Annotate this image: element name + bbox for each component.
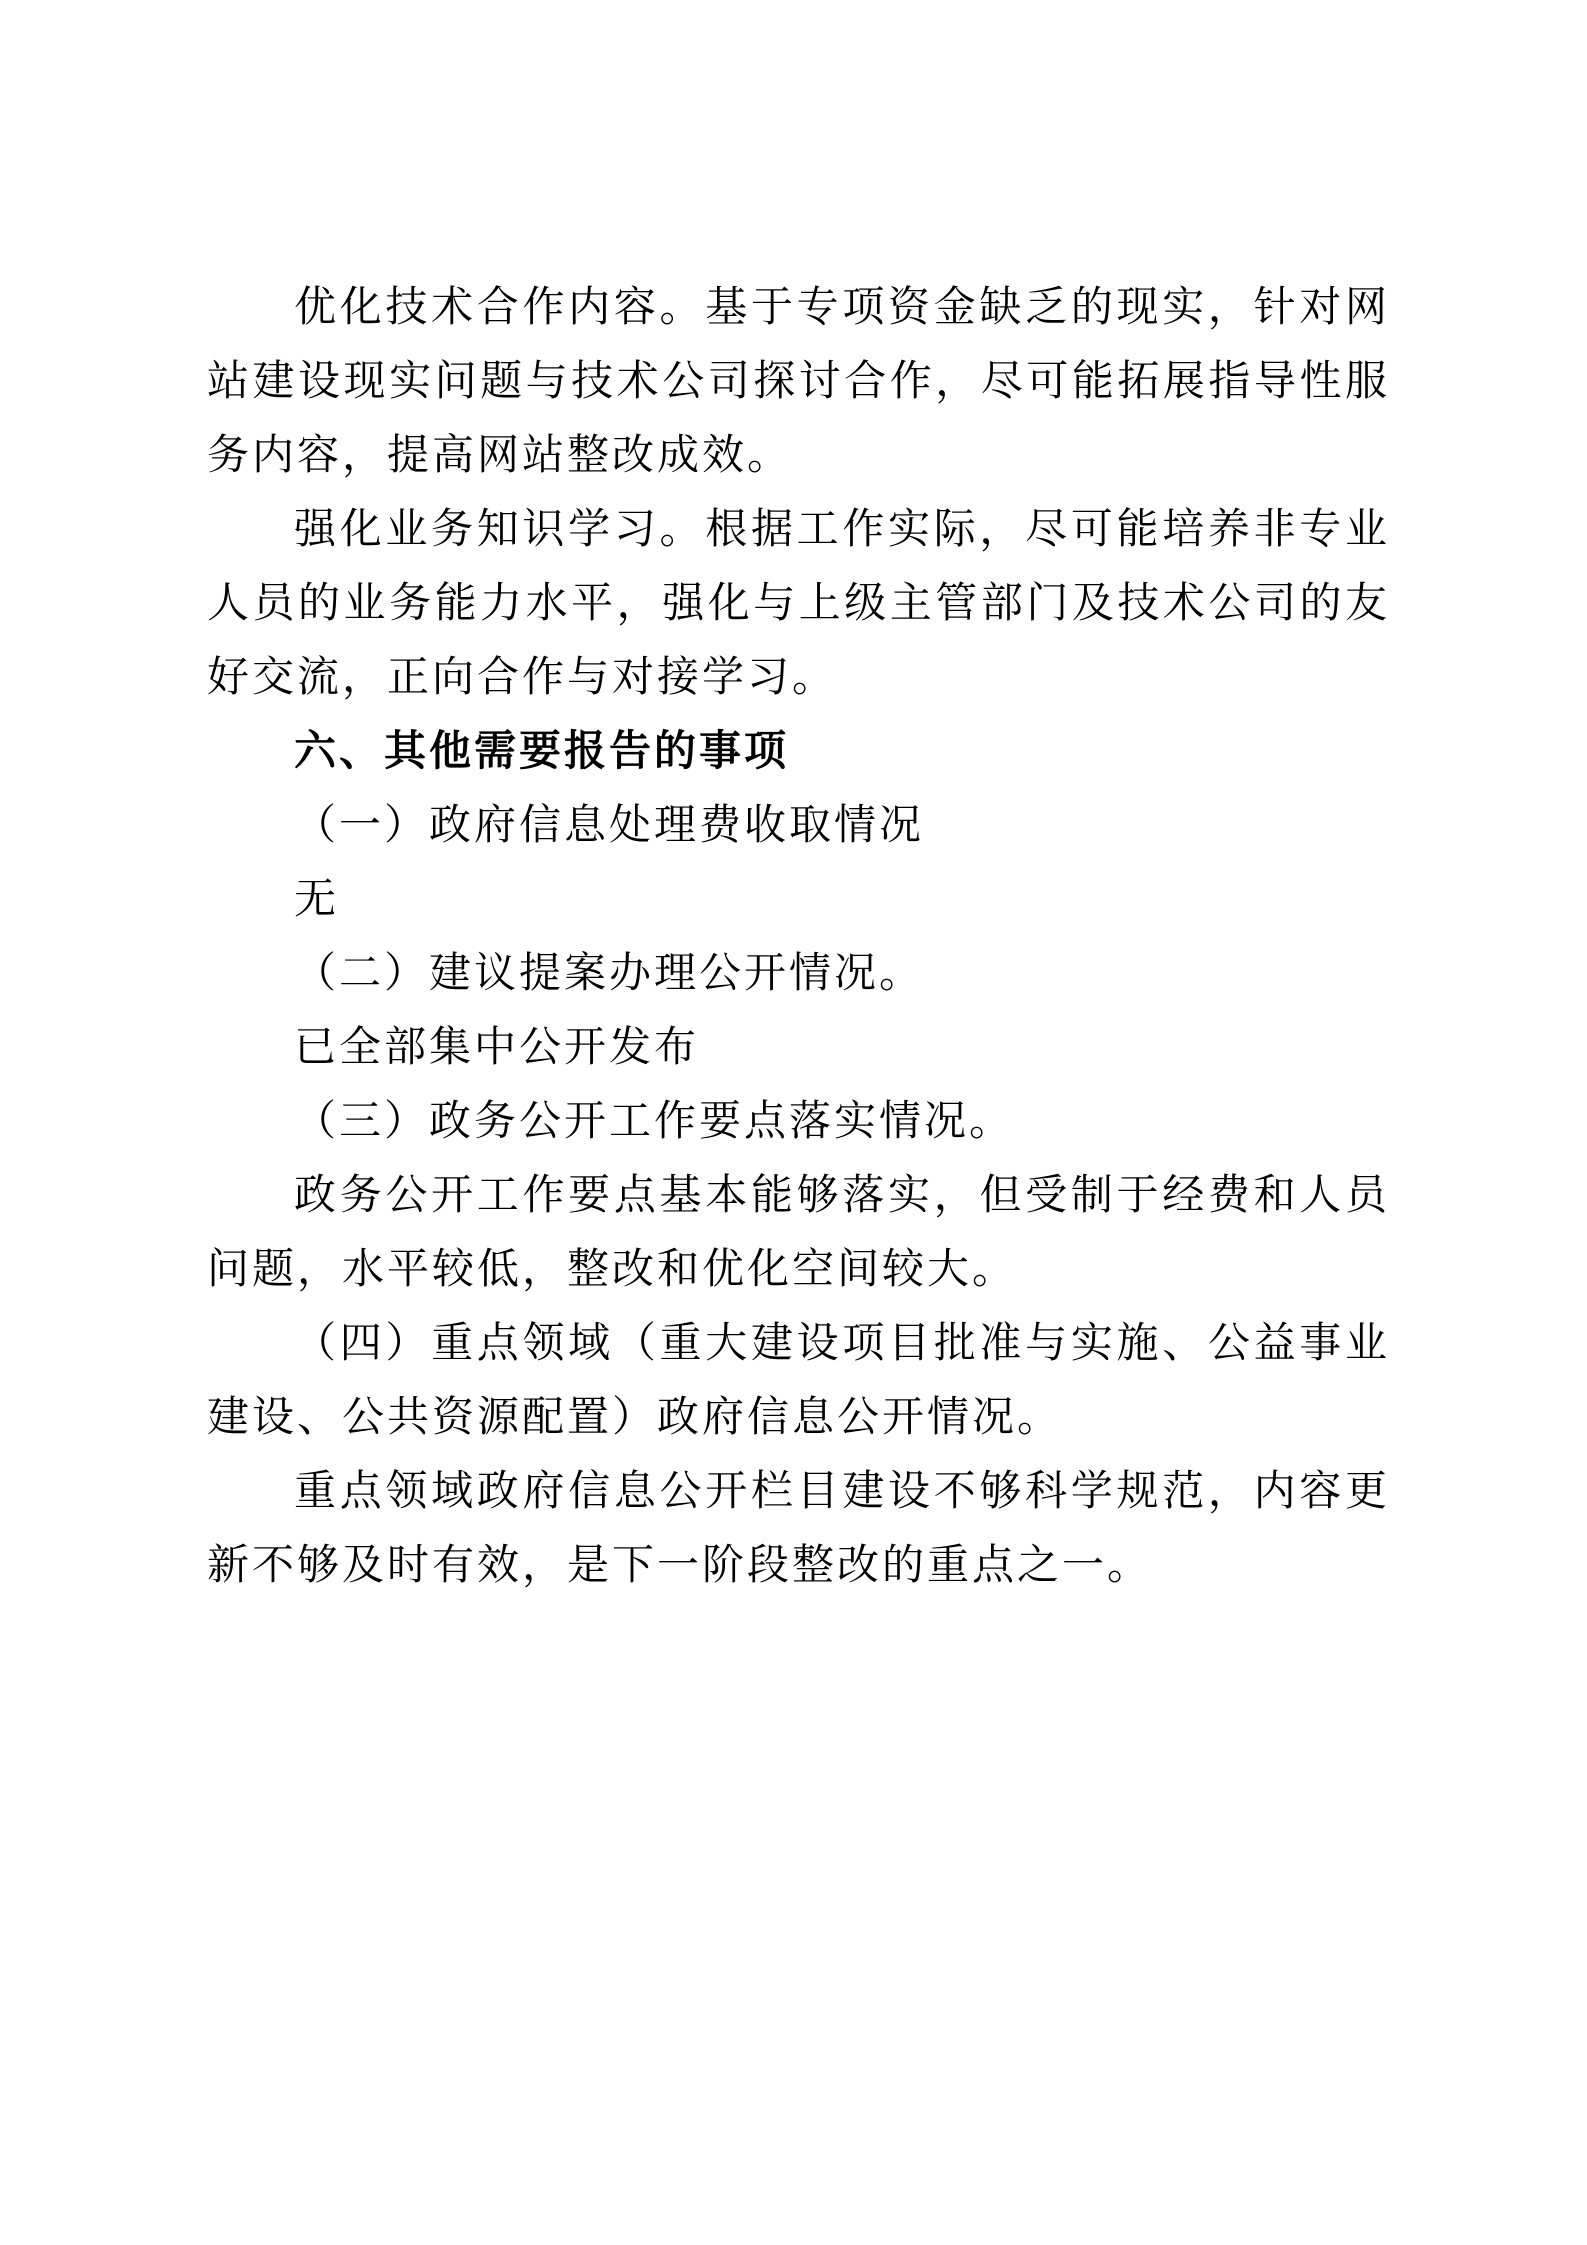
- subsection-content-key-points: 政务公开工作要点基本能够落实，但受制于经费和人员问题，水平较低，整改和优化空间较大。: [207, 1170, 1390, 1293]
- subsection-title-proposals: （二）建议提案办理公开情况。: [294, 948, 925, 997]
- section-heading-other-matters: 六、其他需要报告的事项: [294, 726, 790, 775]
- subsection-title-fee-collection: （一）政府信息处理费收取情况: [294, 800, 925, 849]
- subsection-title-key-areas: （四）重点领域（重大建设项目批准与实施、公益事业建设、公共资源配置）政府信息公开情况。: [207, 1318, 1390, 1441]
- subsection-content-key-areas: 重点领域政府信息公开栏目建设不够科学规范，内容更新不够及时有效，是下一阶段整改的重点之一。: [207, 1466, 1390, 1589]
- document-body: [207, 270, 1390, 1602]
- paragraph-tech-cooperation: 优化技术合作内容。基于专项资金缺乏的现实，针对网站建设现实问题与技术公司探讨合作，尽可能拓展指导性服务内容，提高网站整改成效。: [207, 282, 1390, 479]
- subsection-content-proposals: 已全部集中公开发布: [294, 1022, 700, 1071]
- subsection-content-fee-collection: 无: [294, 874, 340, 923]
- paragraph-knowledge-learning: 强化业务知识学习。根据工作实际，尽可能培养非专业人员的业务能力水平，强化与上级主管部门及技术公司的友好交流，正向合作与对接学习。: [207, 504, 1390, 701]
- subsection-title-key-points: （三）政务公开工作要点落实情况。: [294, 1096, 1015, 1145]
